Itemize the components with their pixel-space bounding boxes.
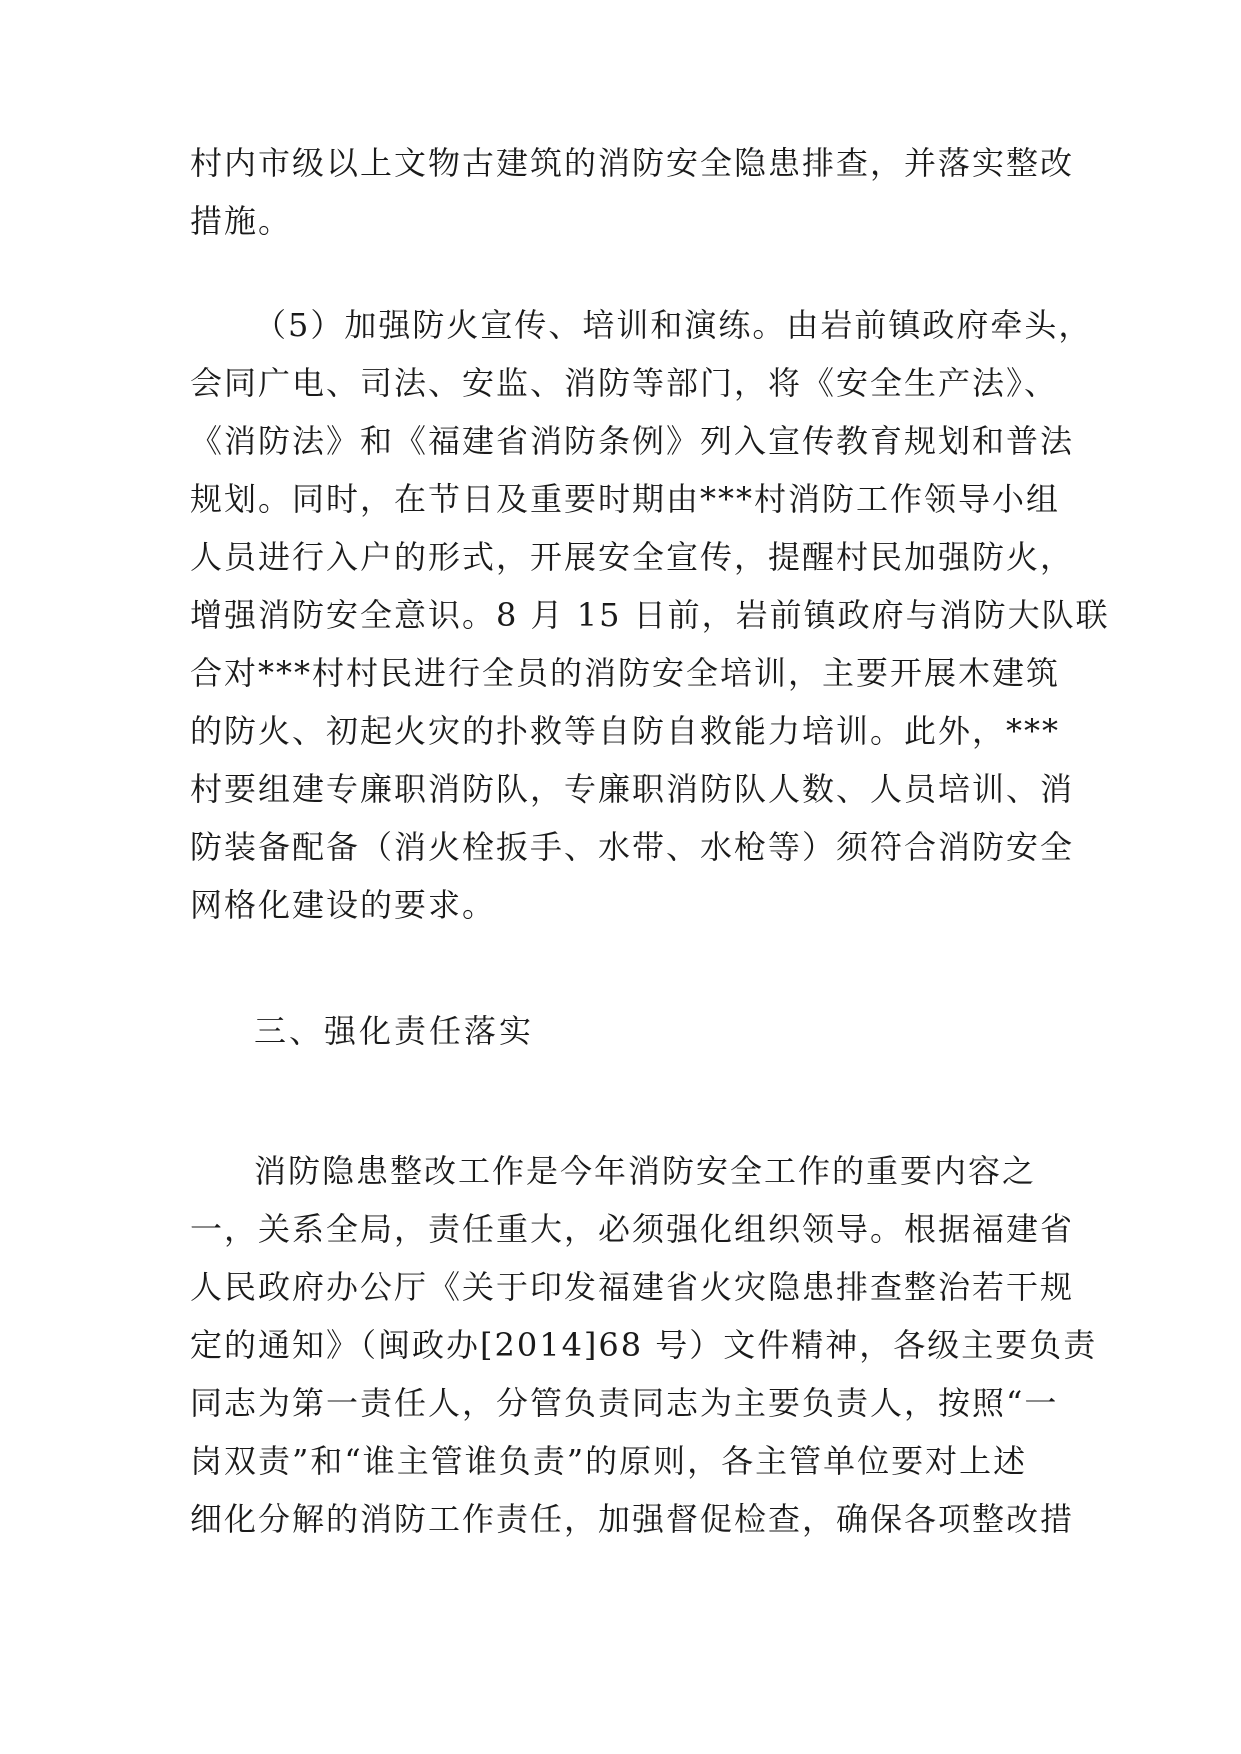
paragraph-line: （5）加强防火宣传、培训和演练。由岩前镇政府牵头， [254, 306, 1093, 344]
paragraph-line: 的防火、初起火灾的扑救等自防自救能力培训。此外，*** [190, 712, 1061, 750]
paragraph-line: 岗双责”和“谁主管谁负责”的原则，各主管单位要对上述 [190, 1442, 1028, 1480]
paragraph-line: 细化分解的消防工作责任，加强督促检查，确保各项整改措 [190, 1500, 1075, 1538]
paragraph-line: 会同广电、司法、安监、消防等部门，将《安全生产法》、 [190, 364, 1059, 402]
section-heading: 三、强化责任落实 [254, 1012, 535, 1050]
paragraph-line: 网格化建设的要求。 [190, 886, 497, 924]
paragraph-line: 村内市级以上文物古建筑的消防安全隐患排查，并落实整改 [190, 144, 1075, 182]
paragraph-line: 定的通知》（闽政办[2014]68 号）文件精神，各级主要负责 [190, 1326, 1098, 1364]
paragraph-line: 合对***村村民进行全员的消防安全培训，主要开展木建筑 [190, 654, 1061, 692]
paragraph-line: 《消防法》和《福建省消防条例》列入宣传教育规划和普法 [190, 422, 1075, 460]
paragraph-line: 人民政府办公厅《关于印发福建省火灾隐患排查整治若干规 [190, 1268, 1075, 1306]
paragraph-line: 人员进行入户的形式，开展安全宣传，提醒村民加强防火， [190, 538, 1075, 576]
paragraph-line: 防装备配备（消火栓扳手、水带、水枪等）须符合消防安全 [190, 828, 1075, 866]
paragraph-line: 消防隐患整改工作是今年消防安全工作的重要内容之 [254, 1152, 1037, 1190]
paragraph-line: 增强消防安全意识。8 月 15 日前，岩前镇政府与消防大队联 [190, 596, 1110, 634]
section-3-heading-block [190, 1002, 1070, 1060]
item-5-paragraph [190, 296, 1110, 934]
paragraph-line: 措施。 [190, 202, 293, 240]
paragraph-line: 村要组建专廉职消防队，专廉职消防队人数、人员培训、消 [190, 770, 1075, 808]
paragraph-line: 规划。同时，在节日及重要时期由***村消防工作领导小组 [190, 480, 1061, 518]
continuation-paragraph [190, 134, 1075, 250]
paragraph-line: 同志为第一责任人，分管负责同志为主要负责人，按照“一 [190, 1384, 1059, 1422]
section-3-paragraph [190, 1142, 1098, 1548]
paragraph-line: 一，关系全局，责任重大，必须强化组织领导。根据福建省 [190, 1210, 1075, 1248]
